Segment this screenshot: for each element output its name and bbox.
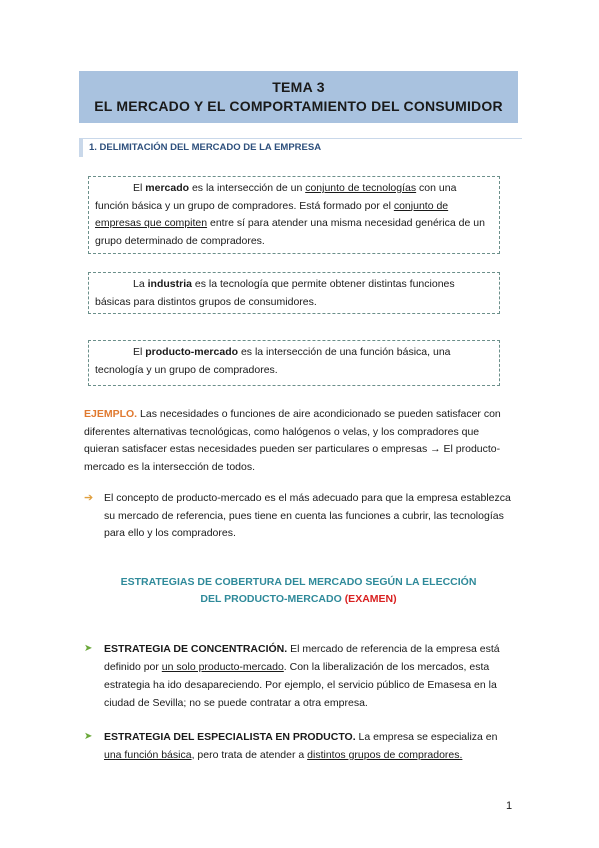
- underlined-phrase: conjunto de tecnologías: [305, 182, 417, 194]
- triangle-bullet-icon: ➤: [84, 731, 93, 742]
- underlined-phrase: conjunto de empresas que compiten: [95, 199, 449, 229]
- arrow-right-icon: ➔: [84, 492, 94, 504]
- strategy-title: ESTRATEGIA DE CONCENTRACIÓN.: [104, 643, 288, 655]
- underlined-phrase: un solo producto-mercado: [161, 661, 284, 673]
- arrow-note-text: El concepto de producto-mercado es el más adecuado para que la empresa establezca su mercado de referencia, pues tiene en cuenta las funciones a cubrir, las tecnologías para ello y los compradores.: [104, 492, 511, 539]
- underlined-phrase: una función básica: [104, 749, 192, 761]
- example-keyword: EJEMPLO.: [84, 408, 138, 420]
- topic-title: EL MERCADO Y EL COMPORTAMIENTO DEL CONSUMIDOR: [94, 98, 503, 114]
- strategy-item-product-specialist: ➤ ESTRATEGIA DEL ESPECIALISTA EN PRODUCTO. La empresa se especializa en una función básica, pero trata de atender a distintos grupos de compradores.: [84, 728, 514, 764]
- exam-tag: (EXAMEN): [344, 593, 397, 605]
- term-producto-mercado: producto-mercado: [145, 346, 239, 358]
- title-band: [79, 71, 518, 123]
- definition-box-mercado: El mercado es la intersección de un conjunto de tecnologías con una función básica y un grupo de compradores. Está formado por el conjunto de empresas que compiten entre sí para atender una misma necesidad genérica de un grupo determinado de compradores.: [88, 176, 500, 254]
- topic-number: TEMA 3: [272, 79, 325, 95]
- example-paragraph: EJEMPLO. Las necesidades o funciones de aire acondicionado se pueden satisfacer con diferentes alternativas tecnológicas, como halógenos o velas, y los compradores que quieran satisfacer estas necesidades pueden ser particulares o empresas → El producto-mercado es la intersección de todos.: [84, 408, 501, 473]
- strategy-title: ESTRATEGIA DEL ESPECIALISTA EN PRODUCTO.: [104, 731, 356, 743]
- term-industria: industria: [147, 278, 192, 290]
- page-number: 1: [506, 800, 513, 812]
- triangle-bullet-icon: ➤: [84, 643, 93, 654]
- strategy-item-concentration: ➤ ESTRATEGIA DE CONCENTRACIÓN. El mercado de referencia de la empresa está definido por un solo producto-mercado. Con la liberalización de los mercados, esta estrategia ha ido desapareciendo. Por ejemplo, el servicio público de Emasesa en la ciudad de Sevilla; no se puede contratar a otra empresa.: [84, 640, 514, 712]
- term-mercado: mercado: [145, 182, 190, 194]
- section-heading: [79, 138, 522, 157]
- arrow-note: [84, 490, 514, 544]
- definition-box-industria: La industria es la tecnología que permite obtener distintas funciones básicas para distintos grupos de consumidores.: [88, 272, 500, 314]
- strategies-heading: ESTRATEGIAS DE COBERTURA DEL MERCADO SEGÚN LA ELECCIÓN DEL PRODUCTO-MERCADO (EXAMEN): [120, 576, 477, 605]
- underlined-phrase: distintos grupos de compradores.: [307, 749, 463, 761]
- section-title: 1. DELIMITACIÓN DEL MERCADO DE LA EMPRESA: [89, 142, 322, 153]
- definition-box-producto-mercado: El producto-mercado es la intersección de una función básica, una tecnología y un grupo de compradores.: [88, 340, 500, 386]
